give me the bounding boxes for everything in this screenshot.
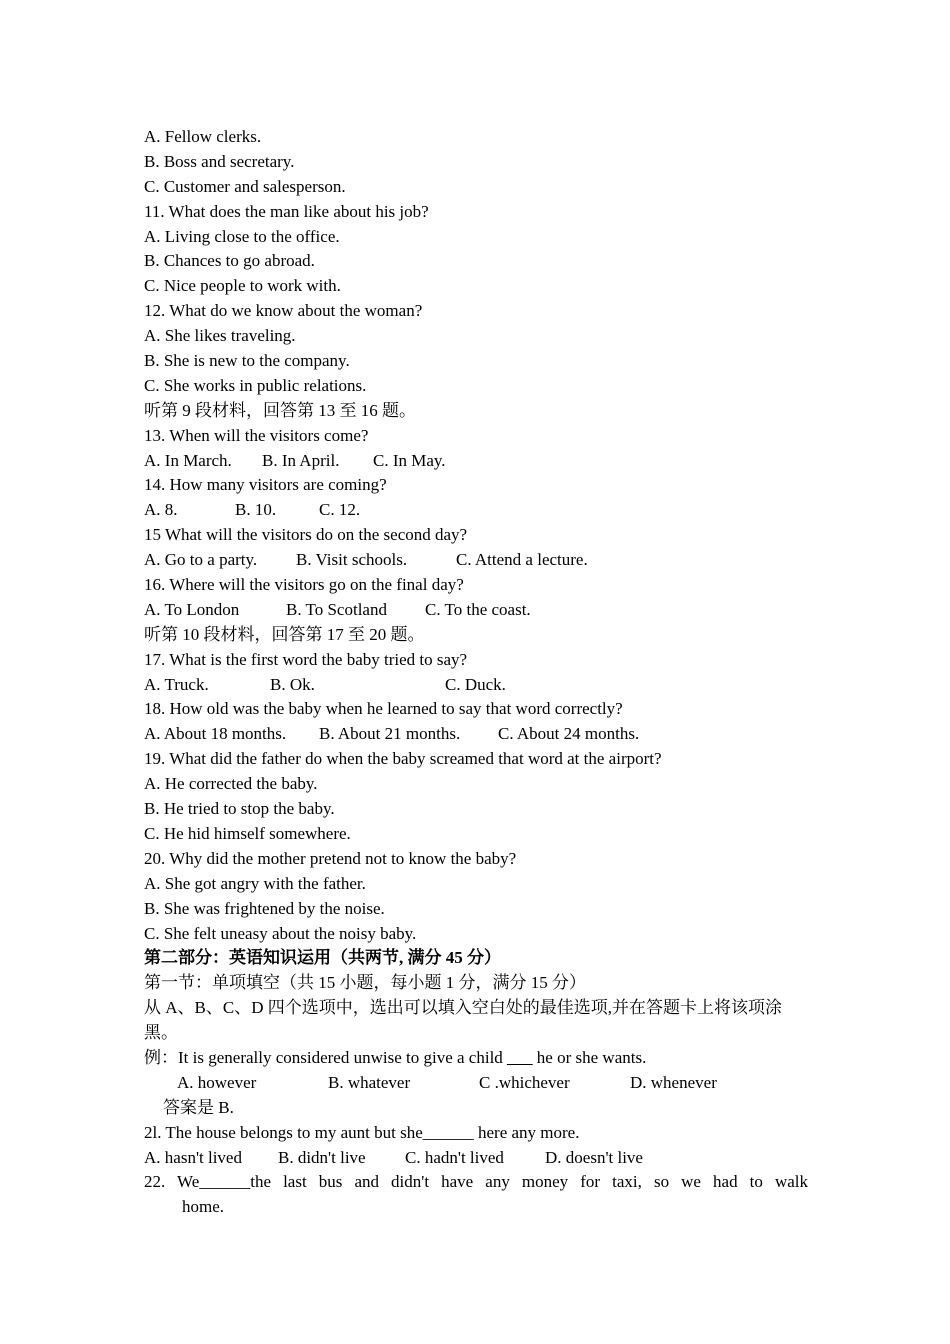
option-a: A. Go to a party. xyxy=(144,550,258,570)
question-22: 22. We______the last bus and didn't have any money for taxi, so we had to walk xyxy=(144,1172,808,1192)
option-a: A. 8. xyxy=(144,500,178,520)
question-21-options xyxy=(144,1146,808,1171)
option-line: A. Living close to the office. xyxy=(144,226,340,246)
option-b: B. 10. xyxy=(235,500,277,520)
question-22-continuation: home. xyxy=(182,1197,225,1217)
option-a: A. hasn't lived xyxy=(144,1147,242,1167)
option-line: A. She got angry with the father. xyxy=(144,873,366,893)
option-a: A. To London xyxy=(144,599,240,619)
example-answer: 答案是 B. xyxy=(163,1097,234,1117)
question-11: 11. What does the man like about his job? xyxy=(144,201,429,221)
option-a: A. Truck. xyxy=(144,674,209,694)
question-18-options xyxy=(144,722,808,747)
question-14: 14. How many visitors are coming? xyxy=(144,475,387,495)
question-16-options xyxy=(144,598,808,623)
section-instructions: 从 A、B、C、D 四个选项中，选出可以填入空白处的最佳选项,并在答题卡上将该项涂黑。 xyxy=(144,998,782,1043)
question-13: 13. When will the visitors come? xyxy=(144,425,369,445)
question-16: 16. Where will the visitors go on the final day? xyxy=(144,575,464,595)
question-17-options xyxy=(144,673,808,698)
option-d: D. whenever xyxy=(630,1072,717,1092)
listening-instruction: 听第 10 段材料，回答第 17 至 20 题。 xyxy=(144,624,425,644)
option-c: C. hadn't lived xyxy=(405,1147,504,1167)
option-a: A. About 18 months. xyxy=(144,724,287,744)
part-two-heading: 第二部分：英语知识运用（共两节, 满分 45 分） xyxy=(144,948,501,968)
option-line: A. She likes traveling. xyxy=(144,326,296,346)
option-line: B. Chances to go abroad. xyxy=(144,251,315,271)
option-line: B. He tried to stop the baby. xyxy=(144,799,335,819)
option-b: B. didn't live xyxy=(278,1147,366,1167)
option-c: C. Attend a lecture. xyxy=(456,550,588,570)
example-question xyxy=(144,1046,808,1071)
option-b: B. Visit schools. xyxy=(296,550,408,570)
option-c: C. In May. xyxy=(373,450,446,470)
option-b: B. About 21 months. xyxy=(319,724,461,744)
exam-page xyxy=(144,125,808,1220)
option-b: B. whatever xyxy=(328,1072,411,1092)
option-line: C. She felt uneasy about the noisy baby. xyxy=(144,923,417,943)
question-19: 19. What did the father do when the baby screamed that word at the airport? xyxy=(144,749,662,769)
option-b: B. In April. xyxy=(262,450,340,470)
option-c: C. About 24 months. xyxy=(498,724,640,744)
option-a: A. In March. xyxy=(144,450,232,470)
option-line: C. Nice people to work with. xyxy=(144,276,341,296)
question-15: 15 What will the visitors do on the second day? xyxy=(144,525,468,545)
option-d: D. doesn't live xyxy=(545,1147,643,1167)
option-c: C. 12. xyxy=(319,500,361,520)
option-b: B. Ok. xyxy=(270,674,315,694)
option-line: B. Boss and secretary. xyxy=(144,151,295,171)
listening-instruction: 听第 9 段材料，回答第 13 至 16 题。 xyxy=(144,400,416,420)
option-line: B. She is new to the company. xyxy=(144,351,350,371)
option-c: C. To the coast. xyxy=(425,599,531,619)
example-options xyxy=(144,1071,808,1096)
question-21: 2l. The house belongs to my aunt but she______ here any more. xyxy=(144,1122,580,1142)
option-line: C. Customer and salesperson. xyxy=(144,176,346,196)
question-17: 17. What is the first word the baby tried to say? xyxy=(144,649,468,669)
option-c: C .whichever xyxy=(479,1072,570,1092)
option-line: C. He hid himself somewhere. xyxy=(144,823,351,843)
option-a: A. however xyxy=(177,1072,257,1092)
question-14-options xyxy=(144,498,808,523)
section-one-heading: 第一节：单项填空（共 15 小题，每小题 1 分，满分 15 分） xyxy=(144,973,586,993)
question-15-options xyxy=(144,548,808,573)
question-18: 18. How old was the baby when he learned to say that word correctly? xyxy=(144,699,623,719)
option-c: C. Duck. xyxy=(445,674,506,694)
option-line: A. Fellow clerks. xyxy=(144,127,262,146)
option-line: A. He corrected the baby. xyxy=(144,774,318,794)
example-prefix: 例：It is generally considered unwise to give a child xyxy=(144,1047,508,1067)
question-20: 20. Why did the mother pretend not to know the baby? xyxy=(144,848,517,868)
example-suffix: he or she wants. xyxy=(532,1047,647,1067)
question-12: 12. What do we know about the woman? xyxy=(144,301,423,321)
option-line: B. She was frightened by the noise. xyxy=(144,898,385,918)
option-b: B. To Scotland xyxy=(286,599,387,619)
option-line: C. She works in public relations. xyxy=(144,375,367,395)
question-13-options xyxy=(144,449,808,474)
example-blank: ___ xyxy=(507,1047,533,1067)
